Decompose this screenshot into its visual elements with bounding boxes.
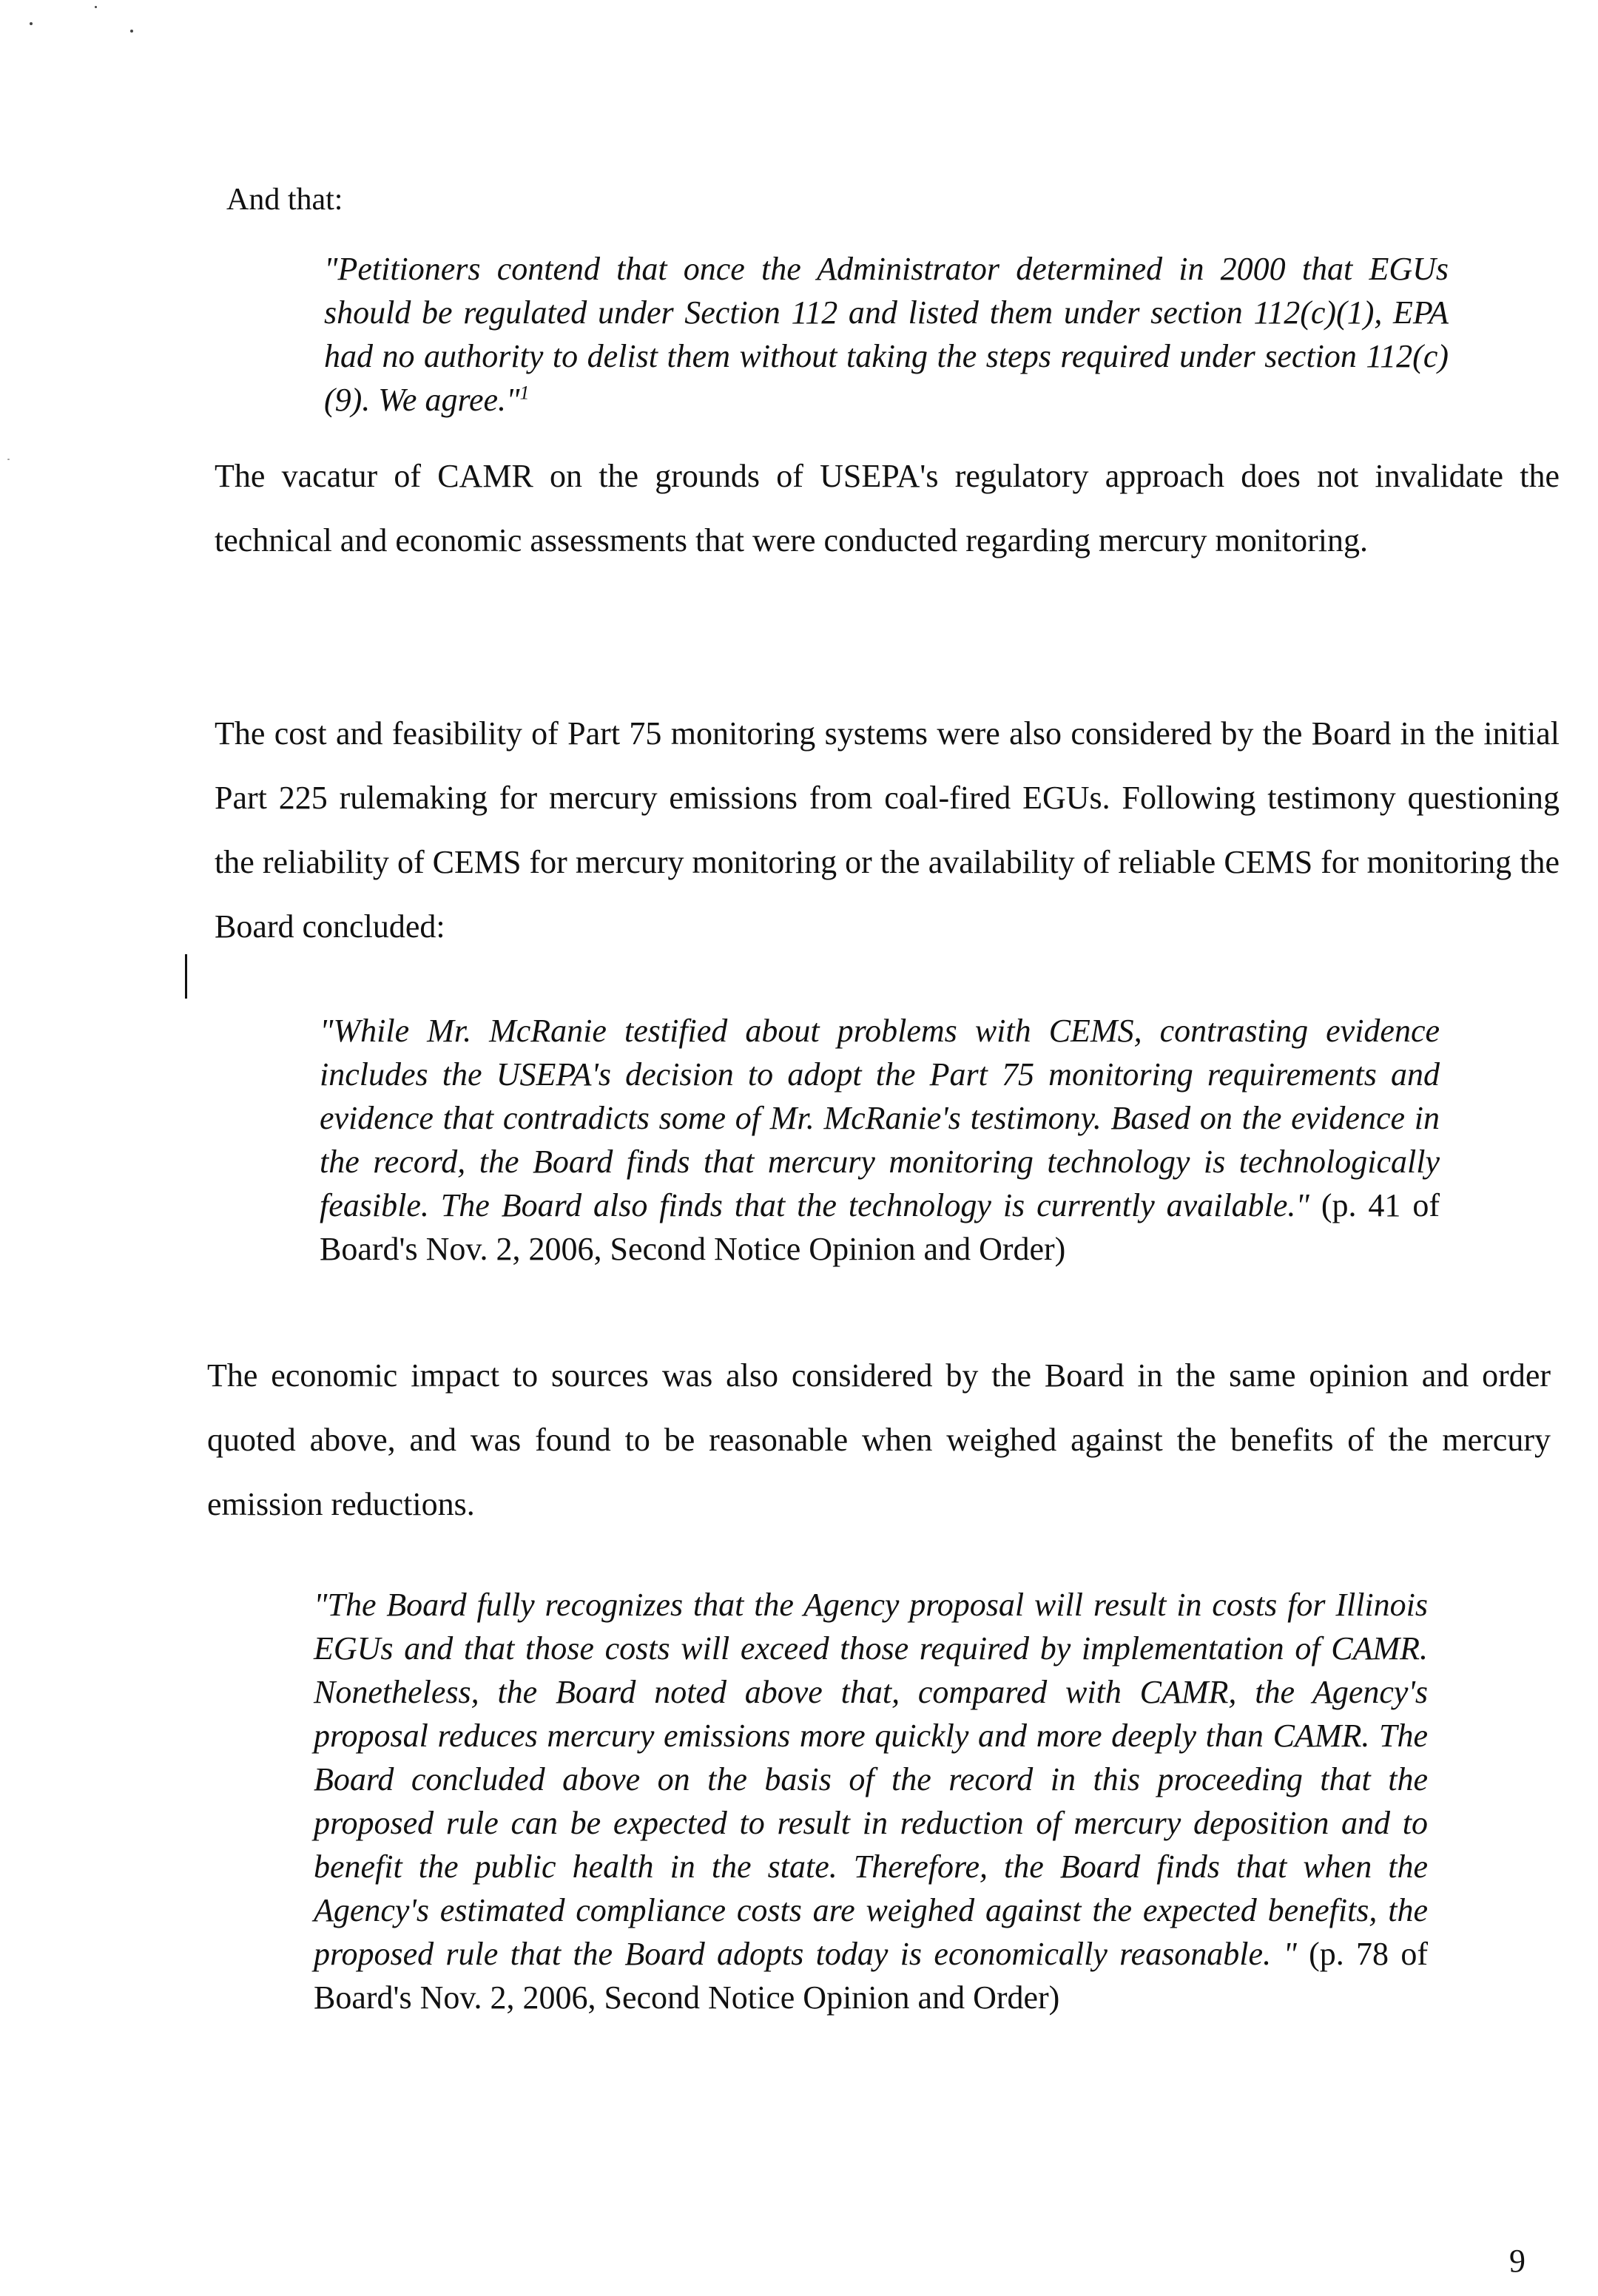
scan-speck bbox=[95, 6, 97, 8]
paragraph-cost-feasibility: The cost and feasibility of Part 75 monitoring systems were also considered by the Board in the initial Part 225 rulemaking for mercury emissions from coal-fired EGUs. Following testimony questioning the reliability of CEMS for mercury monitoring or the availability of reliable CEMS for monitoring the Board concluded: bbox=[215, 715, 1560, 945]
quote-economic-reasonableness bbox=[314, 1583, 1428, 2019]
revision-bar bbox=[185, 954, 187, 999]
scan-speck bbox=[30, 22, 33, 25]
citation-p78: (p. 78 of Board's Nov. 2, 2006, Second Notice Opinion and Order) bbox=[314, 1936, 1428, 2016]
paragraph-economic-impact: The economic impact to sources was also considered by the Board in the same opinion and order quoted above, and was found to be reasonable when weighed against the benefits of the mercury emission reductions. bbox=[207, 1357, 1551, 1522]
page-number: 9 bbox=[1509, 2243, 1525, 2279]
scan-speck bbox=[7, 459, 10, 460]
quote-court-ruling bbox=[324, 247, 1449, 422]
quote-economic-reasonableness-text: "The Board fully recognizes that the Agency proposal will result in costs for Illinois EGUs and that those costs will exceed those required by implementation of CAMR. Nonetheless, the Board noted above that, compared with CAMR, the Agency's proposal reduces mercury emissions more quickly and more deeply than CAMR. The Board concluded above on the basis of the record in this proceeding that the proposed rule can be expected to result in reduction of mercury deposition and to benefit the public health in the state. Therefore, the Board finds that when the Agency's estimated compliance costs are weighed against the expected benefits, the proposed rule that the Board adopts today is economically reasonable. " bbox=[314, 1587, 1428, 1972]
intro-text: And that: bbox=[226, 183, 343, 217]
quote-monitoring-feasibility bbox=[320, 1009, 1440, 1271]
paragraph-vacatur: The vacatur of CAMR on the grounds of USEPA's regulatory approach does not invalidate the technical and economic assessments that were conducted regarding mercury monitoring. bbox=[215, 458, 1560, 558]
quote-court-ruling-text: "Petitioners contend that once the Administrator determined in 2000 that EGUs should be regulated under Section 112 and listed them under section 112(c)(1), EPA had no authority to delist them without taking the steps required under section 112(c)(9). We agree." bbox=[324, 251, 1449, 418]
footnote-marker: 1 bbox=[519, 382, 530, 404]
quote-monitoring-feasibility-text: "While Mr. McRanie testified about problems with CEMS, contrasting evidence includes the USEPA's decision to adopt the Part 75 monitoring requirements and evidence that contradicts some of Mr. McRanie's testimony. Based on the evidence in the record, the Board finds that mercury monitoring technology is technologically feasible. The Board also finds that the technology is currently available." bbox=[320, 1013, 1440, 1223]
citation-p41: (p. 41 of Board's Nov. 2, 2006, Second Notice Opinion and Order) bbox=[320, 1187, 1440, 1267]
scan-speck bbox=[130, 30, 133, 33]
